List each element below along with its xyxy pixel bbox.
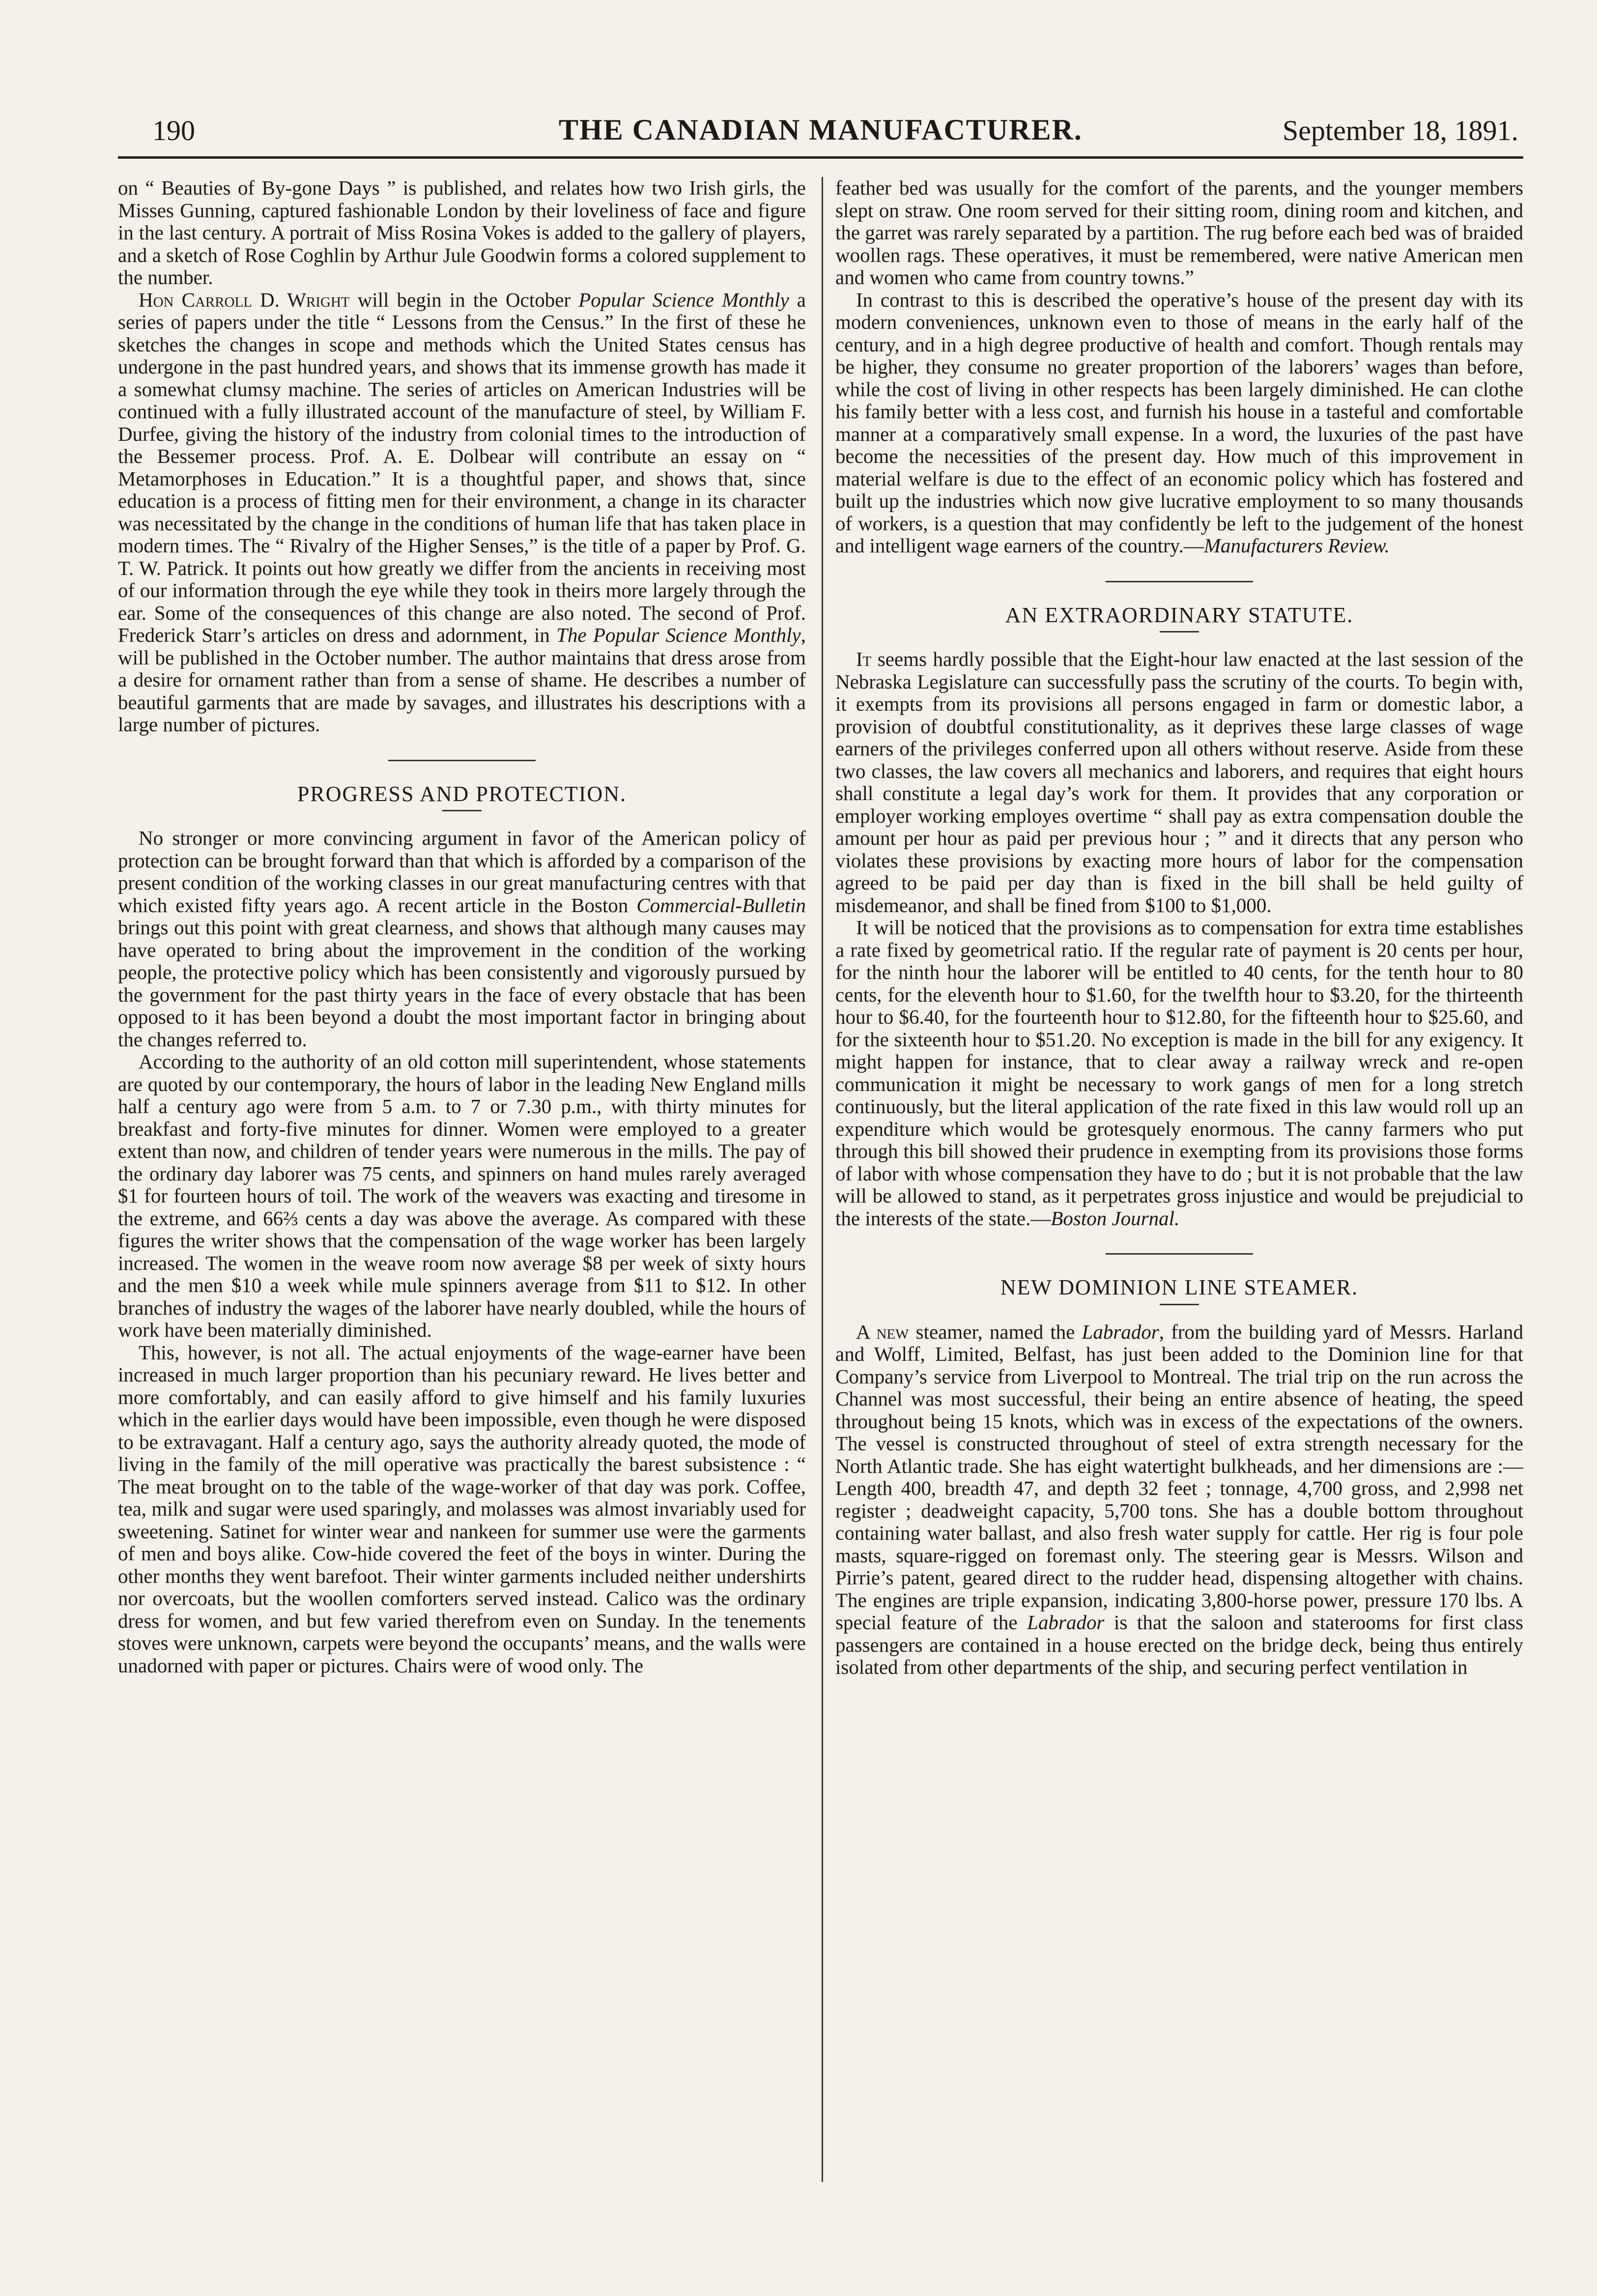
page-number: 190 (152, 115, 195, 146)
heading-rule (1160, 631, 1199, 632)
steamer-text-b: , from the building yard of Messrs. Harland and Wolff, Limited, Belfast, has just been added to the Dominion line for that Company’s service from Liverpool to Montreal. The trial trip on the run across the Channel was most successful, their being an entire absence of heating, the speed throughout being 15 knots, which was in excess of the expectations of the owners. The vessel is constructed throughout of steel of extra strength necessary for the North Atlantic trade. She has eight watertight bulkheads, and her dimensions are :—Length 400, breadth 47, and depth 32 feet ; tonnage, 4,700 gross, and 2,998 net register ; deadweight capacity, 5,700 tons. She has a double bottom throughout containing water ballast, and also fresh water supply for cattle. Her rig is four pole masts, square-rigged on foremast only. The steering gear is Messrs. Wilson and Pirrie’s patent, geared direct to the rudder head, dispensing altogether with chains. The engines are triple expansion, indicating 3,800-horse power, pressure 170 lbs. A special feature of the (835, 1320, 1523, 1634)
article-separator (1106, 581, 1253, 582)
contrast-paragraph (835, 289, 1523, 557)
wright-text-c: , will be published in the October number. The author maintains that dress arose from a desire for ornament rather than from a sense of shame. He describes a number of beautiful garments that are made by savages, and illustrates his descriptions with a large number of pictures. (118, 624, 806, 736)
newspaper-title: Commercial-Bulletin (636, 893, 806, 917)
wright-lead: Hon Carroll D. Wright (139, 288, 350, 311)
ship-name: Labrador (1027, 1611, 1105, 1634)
statute-text: seems hardly possible that the Eight-hour law enacted at the last session of the Nebraska Legislature can successfully pass the scrutiny of the courts. To begin with, it exempts from its provisions all persons engaged in farm or domestic labor, a provision of doubtful constitutionality, as it deprives these large classes of wage earners of the privileges conferred upon all others without reserve. Aside from these two classes, the law covers all mechanics and laborers, and requires that eight hours shall constitute a legal day’s work for them. It provides that any corporation or employer working employes overtime “ shall pay as extra compensation double the amount per hour as paid per previous hour ; ” and it directs that any person who violates these provisions by exacting more hours of labor for the compensation agreed to be paid per day than is fixed in the bill shall be held guilty of misdemeanor, and shall be fined from $100 to $1,000. (835, 648, 1523, 917)
progress-paragraph (118, 827, 806, 1051)
progress-paragraph: This, however, is not all. The actual enjoyments of the wage-earner have been increased in much larger proportion than his pecuniary reward. He lives better and more comfortably, and can easily afford to give himself and his family luxuries which in the earlier days would have been impossible, even though he were disposed to be extravagant. Half a century ago, says the authority already quoted, the mode of living in the family of the mill operative was practically the barest subsistence : “ The meat brought on to the table of the wage-worker of that day was pork. Coffee, tea, milk and sugar were used sparingly, and molasses was almost invariably used for sweetening. Satinet for winter wear and nankeen for summer use were the garments of men and boys alike. Cow-hide covered the feet of the boys in winter. During the other months they went barefoot. Their winter garments included neither undershirts nor overcoats, but the woollen comforters served instead. Calico was the ordinary dress for women, and but few varied therefrom even on Sunday. In the tenements stoves were unknown, carpets were beyond the occupants’ means, and the walls were unadorned with paper or pictures. Chairs were of wood only. The (118, 1341, 806, 1677)
article-separator (388, 760, 536, 761)
steamer-text-c: is that the saloon and staterooms for first class passengers are contained in a house erected on the bridge deck, being thus entirely isolated from other departments of the ship, and securing perfect ventilation in (835, 1611, 1523, 1678)
continued-paragraph: feather bed was usually for the comfort of the parents, and the younger members slept on straw. One room served for their sitting room, dining room and kitchen, and the garret was rarely separated by a partition. The rug before each bed was of braided woollen rags. These operatives, it must be remembered, were native American men and women who came from country towns.” (835, 176, 1523, 288)
progress-text-b: brings out this point with great clearness, and shows that although many causes may have operated to bring about the improvement in the condition of the working people, the protective policy which has been consistently and vigorously pursued by the government for the past thirty years in the face of every obstacle that has been opposed to it has been beyond a doubt the most important factor in bringing about the changes referred to. (118, 916, 806, 1051)
header-rule (118, 156, 1523, 159)
ship-name: Labrador (1082, 1320, 1159, 1343)
statute-heading: AN EXTRAORDINARY STATUTE. (1005, 603, 1354, 627)
statute-text-b: It will be noticed that the provisions as to compensation for extra time establishes a rate fixed by geometrical ratio. If the regular rate of payment is 20 cents per hour, for the ninth hour the laborer will be entitled to 40 cents, for the tenth hour to 80 cents, for the eleventh hour to $1.60, for the twelfth hour to $3.20, for the thirteenth hour to $6.40, for the fourteenth hour to $12.80, for the fifteenth hour to $25.60, and for the sixteenth hour to $51.20. No exception is made in the bill for any exigency. It might happen for instance, that to clear away a railway wreck and re-open communication it might be necessary to work gangs of men for a long stretch continuously, but the literal application of the rate fixed in this law would roll up an expenditure which would be grotesquely enormous. The canny farmers who put through this bill showed their prudence in exempting from its provisions those forms of labor with whose compensation they have to do ; but it is not probable that the law will be allowed to stand, as it perpetrates gross injustice and would be prejudicial to the interests of the state.— (835, 916, 1523, 1230)
steamer-paragraph (835, 1321, 1523, 1679)
column-divider (822, 177, 823, 2182)
issue-date: September 18, 1891. (1282, 115, 1518, 146)
progress-heading: PROGRESS AND PROTECTION. (297, 781, 627, 806)
wright-paragraph (118, 289, 806, 736)
statute-paragraph (835, 917, 1523, 1230)
progress-text-a: No stronger or more convincing argument in favor of the American policy of protection can be brought forward than that which is afforded by a comparison of the present condition of the working classes in our great manufacturing centres with that which existed fifty years ago. A recent article in the Boston (118, 827, 806, 917)
steamer-text-a: steamer, named the (909, 1320, 1082, 1343)
page-header (118, 103, 1523, 157)
steamer-heading: NEW DOMINION LINE STEAMER. (1000, 1275, 1359, 1299)
intro-paragraph: on “ Beauties of By-gone Days ” is published, and relates how two Irish girls, the Misses Gunning, captured fashionable London by their loveliness of face and figure in the last century. A portrait of Miss Rosina Vokes is added to the gallery of players, and a sketch of Rose Coghlin by Arthur Jule Goodwin forms a colored supplement to the number. (118, 176, 806, 288)
statute-lead: It (856, 648, 872, 670)
left-column (118, 177, 806, 1677)
newspaper-page (118, 103, 1523, 2197)
source-credit: Manufacturers Review. (1203, 534, 1390, 557)
source-credit: Boston Journal. (1051, 1206, 1180, 1230)
magazine-title: Popular Science Monthly (578, 288, 789, 311)
steamer-lead: A new (856, 1320, 909, 1343)
wright-text-a: will begin in the October (349, 288, 579, 311)
article-separator (1106, 1253, 1253, 1255)
heading-rule (1160, 1304, 1199, 1305)
statute-paragraph (835, 648, 1523, 917)
wright-text-b: a series of papers under the title “ Lessons from the Census.” In the first of these he sketches the changes in scope and methods which the United States census has undergone in the past hundred years, and shows that its immense growth has made it a somewhat clumsy machine. The series of articles on American Industries will be continued with a fully illustrated account of the manufacture of steel, by William F. Durfee, giving the history of the industry from colonial times to the introduction of the Bessemer process. Prof. A. E. Dolbear will contribute an essay on “ Metamorphoses in Education.” It is a thoughtful paper, and shows that, since education is a process of fitting men for their environment, a change in its character was necessitated by the change in the conditions of human life that has taken place in modern times. The “ Rivalry of the Higher Senses,” is the title of a paper by Prof. G. T. W. Patrick. It points out how greatly we differ from the ancients in receiving most of our information through the eye while they took in theirs more largely through the ear. Some of the consequences of this change are also noted. The second of Prof. Frederick Starr’s articles on dress and adornment, in (118, 288, 806, 646)
publication-title: THE CANADIAN MANUFACTURER. (559, 114, 1083, 146)
contrast-text: In contrast to this is described the operative’s house of the present day with its modern conveniences, unknown even to those of means in the early half of the century, and in a high degree productive of health and comfort. Though rentals may be higher, they consume no greater proportion of the laborers’ wages than before, while the cost of living in other respects has been largely diminished. He can clothe his family better with a less cost, and furnish his house in a tasteful and comfortable manner at a comparatively small expense. In a word, the luxuries of the past have become the necessities of the present day. How much of this improvement in material welfare is due to the effect of an economic policy which has fostered and built up the industries which now give lucrative employment to so many thousands of workers, is a question that may confidently be left to the judgement of the honest and intelligent wage earners of the country.— (835, 288, 1523, 557)
progress-paragraph: According to the authority of an old cotton mill superintendent, whose statements are quoted by our contemporary, the hours of labor in the leading New England mills half a century ago were from 5 a.m. to 7 or 7.30 p.m., with thirty minutes for breakfast and forty-five minutes for dinner. Women were employed to a greater extent than now, and children of tender years were numerous in the mills. The pay of the ordinary day laborer was 75 cents, and spinners on hand mules rarely averaged $1 for fourteen hours of toil. The work of the weavers was exacting and tiresome in the extreme, and 66⅔ cents a day was above the average. As compared with these figures the writer shows that the compensation of the wage worker has been largely increased. The women in the weave room now average $8 per week of sixty hours and the men $10 a week while mule spinners average from $11 to $12. In other branches of industry the wages of the laborer have nearly doubled, while the hours of work have been materially diminished. (118, 1050, 806, 1341)
magazine-title: The Popular Science Monthly (556, 624, 801, 646)
right-column (835, 177, 1523, 1679)
heading-rule (442, 810, 482, 811)
